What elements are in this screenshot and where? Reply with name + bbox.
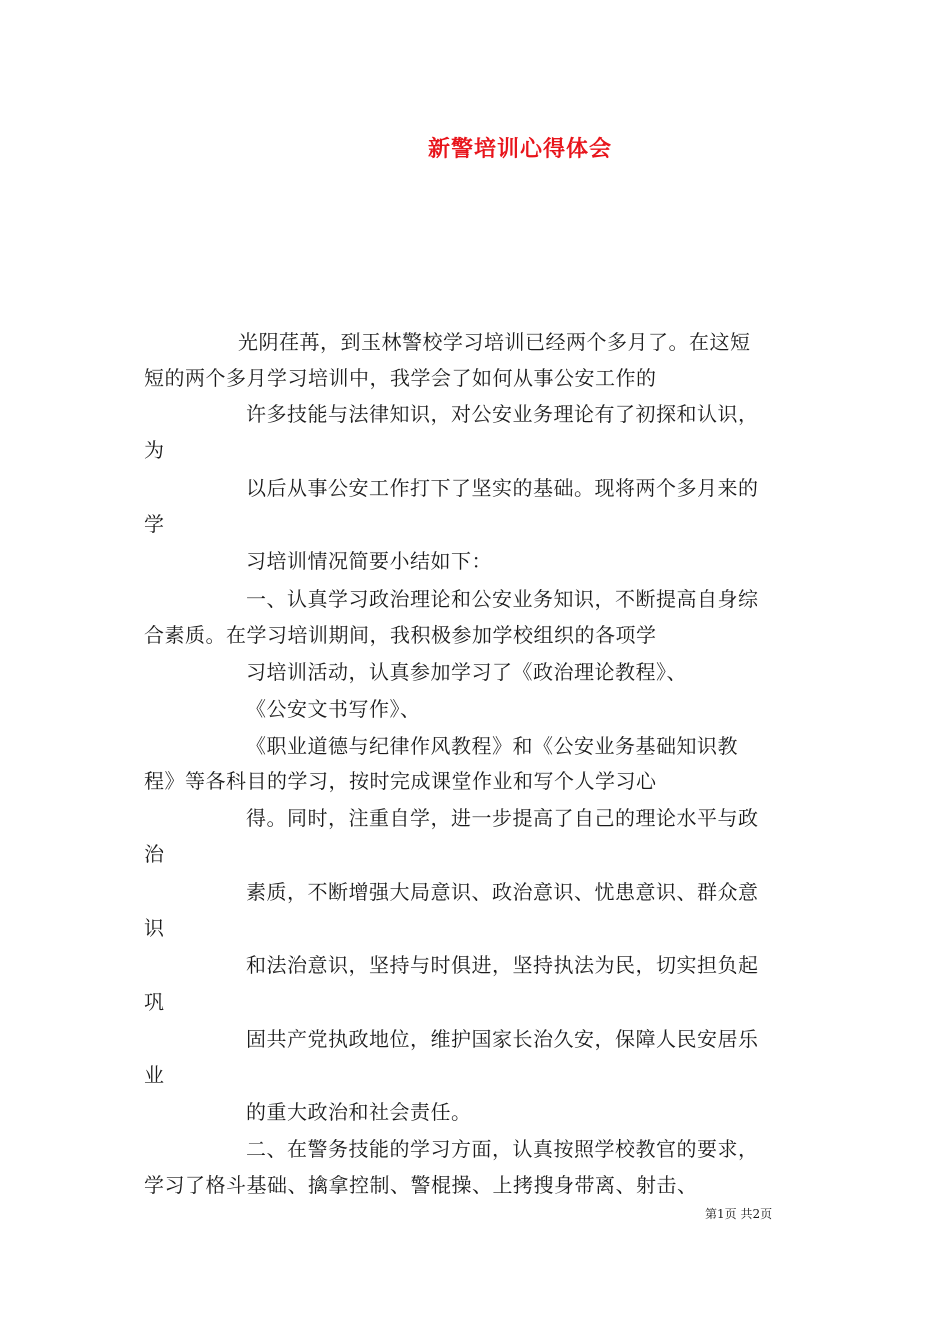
- paragraph-line: 程》等各科目的学习，按时完成课堂作业和写个人学习心: [144, 769, 657, 793]
- paragraph-line: 二、在警务技能的学习方面，认真按照学校教官的要求，: [246, 1137, 759, 1161]
- paragraph-line: 为: [144, 438, 165, 462]
- paragraph-line: 《公安文书写作》、: [246, 697, 421, 721]
- page-title: 新警培训心得体会: [427, 136, 612, 162]
- paragraph-line: 治: [144, 842, 165, 866]
- paragraph-line: 短的两个多月学习培训中，我学会了如何从事公安工作的: [144, 366, 657, 390]
- paragraph-line: 许多技能与法律知识，对公安业务理论有了初探和认识，: [246, 402, 759, 426]
- paragraph-line: 《职业道德与纪律作风教程》和《公安业务基础知识教: [246, 734, 738, 758]
- paragraph-line: 学: [144, 512, 165, 536]
- paragraph-line: 习培训情况简要小结如下：: [246, 549, 492, 573]
- paragraph-line: 业: [144, 1063, 165, 1087]
- paragraph-line: 的重大政治和社会责任。: [246, 1100, 472, 1124]
- page-number-footer: 第1页 共2页: [705, 1207, 773, 1221]
- paragraph-line: 习培训活动，认真参加学习了《政治理论教程》、: [246, 660, 687, 684]
- paragraph-line: 巩: [144, 990, 165, 1014]
- paragraph-line: 合素质。在学习培训期间，我积极参加学校组织的各项学: [144, 623, 657, 647]
- paragraph-line: 光阴荏苒，到玉林警校学习培训已经两个多月了。在这短: [238, 330, 751, 354]
- paragraph-line: 以后从事公安工作打下了坚实的基础。现将两个多月来的: [246, 476, 759, 500]
- paragraph-line: 学习了格斗基础、擒拿控制、警棍操、上拷搜身带离、射击、: [144, 1173, 698, 1197]
- paragraph-line: 素质，不断增强大局意识、政治意识、忧患意识、群众意: [246, 880, 759, 904]
- paragraph-line: 一、认真学习政治理论和公安业务知识，不断提高自身综: [246, 587, 759, 611]
- paragraph-line: 和法治意识，坚持与时俱进，坚持执法为民，切实担负起: [246, 953, 759, 977]
- paragraph-line: 固共产党执政地位，维护国家长治久安，保障人民安居乐: [246, 1027, 759, 1051]
- paragraph-line: 得。同时，注重自学，进一步提高了自己的理论水平与政: [246, 806, 759, 830]
- paragraph-line: 识: [144, 916, 165, 940]
